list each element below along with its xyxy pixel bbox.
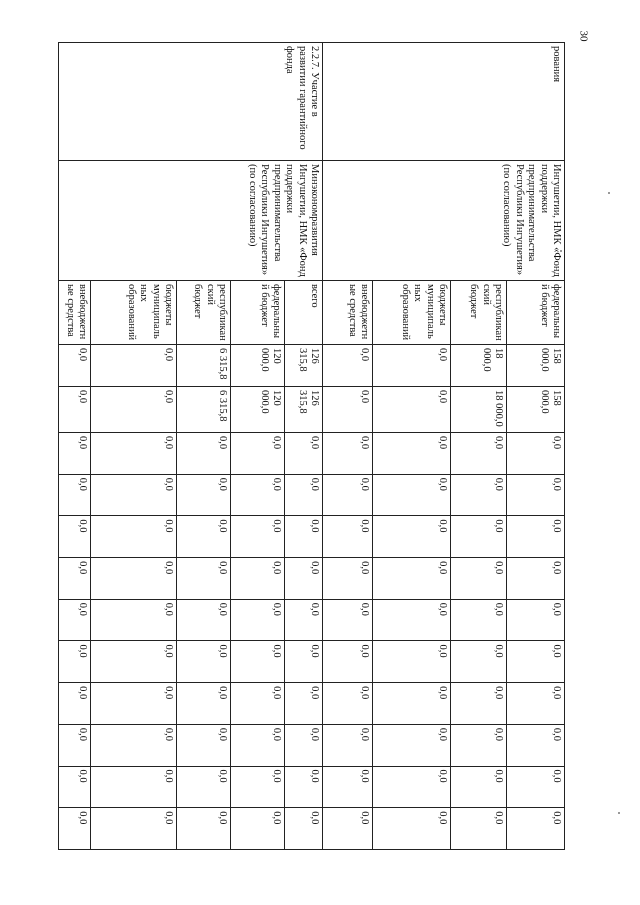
value-cell: 0,0	[231, 683, 285, 725]
value-cell: 0,0	[91, 766, 177, 808]
value-cell: 0,0	[507, 766, 565, 808]
value-cell: 0,0	[323, 433, 373, 475]
scan-speck	[618, 812, 620, 814]
source-cell: федеральный бюджет	[507, 281, 565, 345]
value-cell: 0,0	[231, 808, 285, 850]
value-cell: 0,0	[91, 683, 177, 725]
value-cell: 0,0	[177, 433, 231, 475]
value-cell: 0,0	[59, 766, 91, 808]
value-cell: 0,0	[373, 516, 451, 558]
value-cell: 0,0	[91, 516, 177, 558]
source-cell: федеральный бюджет	[231, 281, 285, 345]
value-cell: 0,0	[323, 474, 373, 516]
value-cell: 0,0	[451, 683, 507, 725]
value-cell: 0,0	[91, 724, 177, 766]
value-cell: 0,0	[373, 345, 451, 387]
value-cell: 0,0	[451, 766, 507, 808]
value-cell: 0,0	[91, 599, 177, 641]
value-cell: 6 315,8	[177, 345, 231, 387]
value-cell: 0,0	[373, 387, 451, 433]
source-cell: внебюджетные средства	[323, 281, 373, 345]
value-cell: 0,0	[451, 641, 507, 683]
value-cell: 0,0	[323, 683, 373, 725]
executor-cell: Ингушетии, НМК «Фонд поддержки предпринимательства Республики Ингушетия» (по согласованию)	[323, 161, 565, 281]
value-cell: 0,0	[373, 724, 451, 766]
value-cell: 0,0	[323, 558, 373, 600]
value-cell: 0,0	[231, 474, 285, 516]
value-cell: 158 000,0	[507, 387, 565, 433]
value-cell: 0,0	[231, 599, 285, 641]
value-cell: 0,0	[323, 345, 373, 387]
value-cell: 0,0	[451, 599, 507, 641]
section-cell: 2.2.7. Участие в развитии гарантийного фонда	[59, 43, 323, 161]
value-cell: 0,0	[177, 558, 231, 600]
value-cell: 0,0	[231, 433, 285, 475]
value-cell: 0,0	[373, 433, 451, 475]
value-cell: 0,0	[507, 599, 565, 641]
source-cell: республиканский бюджет	[451, 281, 507, 345]
value-cell: 0,0	[231, 641, 285, 683]
value-cell: 0,0	[91, 345, 177, 387]
value-cell: 0,0	[59, 433, 91, 475]
value-cell: 0,0	[59, 683, 91, 725]
value-cell: 0,0	[59, 599, 91, 641]
value-cell: 0,0	[177, 516, 231, 558]
financing-table	[58, 42, 565, 850]
value-cell: 0,0	[373, 599, 451, 641]
value-cell: 0,0	[177, 808, 231, 850]
source-cell: бюджеты муниципальных образований	[91, 281, 177, 345]
value-cell: 0,0	[507, 516, 565, 558]
value-cell: 0,0	[285, 641, 323, 683]
value-cell: 0,0	[507, 808, 565, 850]
value-cell: 120 000,0	[231, 387, 285, 433]
value-cell: 0,0	[285, 599, 323, 641]
value-cell: 0,0	[177, 474, 231, 516]
section-cell: рования	[323, 43, 565, 161]
value-cell: 0,0	[507, 641, 565, 683]
value-cell: 0,0	[451, 558, 507, 600]
page-number: 30	[577, 30, 590, 42]
value-cell: 0,0	[285, 724, 323, 766]
value-cell: 0,0	[59, 516, 91, 558]
value-cell: 0,0	[507, 683, 565, 725]
table-body	[59, 43, 565, 850]
value-cell: 0,0	[59, 641, 91, 683]
value-cell: 0,0	[451, 474, 507, 516]
value-cell: 0,0	[91, 558, 177, 600]
value-cell: 0,0	[231, 724, 285, 766]
value-cell: 0,0	[59, 808, 91, 850]
source-cell: бюджеты муниципальных образований	[373, 281, 451, 345]
value-cell: 0,0	[323, 724, 373, 766]
value-cell: 0,0	[373, 558, 451, 600]
value-cell: 0,0	[177, 641, 231, 683]
value-cell: 0,0	[507, 474, 565, 516]
value-cell: 0,0	[91, 387, 177, 433]
value-cell: 0,0	[451, 433, 507, 475]
value-cell: 0,0	[451, 808, 507, 850]
value-cell: 0,0	[323, 516, 373, 558]
value-cell: 0,0	[323, 599, 373, 641]
source-cell: республиканский бюджет	[177, 281, 231, 345]
value-cell: 0,0	[507, 724, 565, 766]
value-cell: 0,0	[323, 641, 373, 683]
value-cell: 0,0	[373, 474, 451, 516]
value-cell: 0,0	[91, 433, 177, 475]
value-cell: 0,0	[231, 516, 285, 558]
table-row	[285, 43, 323, 850]
value-cell: 0,0	[285, 808, 323, 850]
value-cell: 0,0	[507, 558, 565, 600]
value-cell: 0,0	[285, 433, 323, 475]
value-cell: 0,0	[323, 766, 373, 808]
value-cell: 0,0	[285, 766, 323, 808]
value-cell: 0,0	[507, 433, 565, 475]
value-cell: 0,0	[451, 516, 507, 558]
value-cell: 0,0	[373, 808, 451, 850]
value-cell: 0,0	[59, 558, 91, 600]
value-cell: 0,0	[373, 683, 451, 725]
value-cell: 0,0	[91, 474, 177, 516]
value-cell: 0,0	[177, 724, 231, 766]
value-cell: 0,0	[231, 558, 285, 600]
value-cell: 0,0	[285, 474, 323, 516]
value-cell: 0,0	[59, 387, 91, 433]
value-cell: 0,0	[91, 808, 177, 850]
value-cell: 0,0	[323, 808, 373, 850]
scan-speck	[608, 192, 610, 194]
value-cell: 126 315,8	[285, 345, 323, 387]
rotated-table-container	[59, 42, 565, 850]
executor-cell: Минэкономразвития Ингушетии, НМК «Фонд поддержки предпринимательства Республики Ингушетия» (по согласованию)	[59, 161, 323, 281]
value-cell: 0,0	[59, 474, 91, 516]
source-cell: внебюджетные средства	[59, 281, 91, 345]
value-cell: 0,0	[451, 724, 507, 766]
value-cell: 6 315,8	[177, 387, 231, 433]
value-cell: 0,0	[285, 683, 323, 725]
value-cell: 0,0	[177, 683, 231, 725]
value-cell: 0,0	[373, 641, 451, 683]
source-cell: всего	[285, 281, 323, 345]
value-cell: 0,0	[285, 516, 323, 558]
value-cell: 0,0	[323, 387, 373, 433]
value-cell: 18 000,0	[451, 387, 507, 433]
value-cell: 0,0	[285, 558, 323, 600]
value-cell: 18 000,0	[451, 345, 507, 387]
value-cell: 0,0	[177, 599, 231, 641]
value-cell: 0,0	[373, 766, 451, 808]
value-cell: 0,0	[177, 766, 231, 808]
value-cell: 126 315,8	[285, 387, 323, 433]
value-cell: 0,0	[59, 345, 91, 387]
table-row	[507, 43, 565, 850]
value-cell: 120 000,0	[231, 345, 285, 387]
value-cell: 0,0	[91, 641, 177, 683]
value-cell: 0,0	[59, 724, 91, 766]
value-cell: 0,0	[231, 766, 285, 808]
value-cell: 158 000,0	[507, 345, 565, 387]
